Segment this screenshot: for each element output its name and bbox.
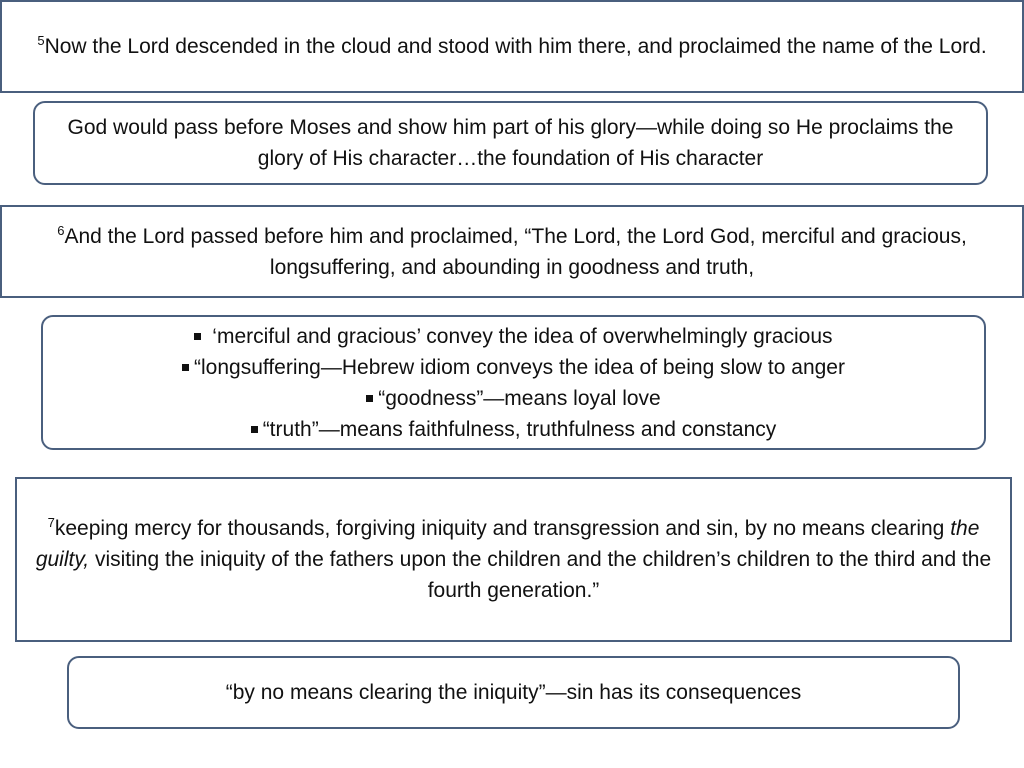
bullet-item xyxy=(182,383,845,414)
commentary-2-list xyxy=(172,321,855,445)
verse-7-box xyxy=(15,477,1012,642)
commentary-1-text: God would pass before Moses and show him part of his glory—while doing so He proclaims the glory of His character…the foundation of His character xyxy=(67,116,954,170)
square-bullet-icon xyxy=(366,395,373,402)
verse-5-number: 5 xyxy=(37,33,45,48)
commentary-box-1 xyxy=(33,101,988,185)
bullet-text: ‘merciful and gracious’ convey the idea of overwhelmingly gracious xyxy=(206,324,833,348)
verse-7-text-block xyxy=(17,513,1010,606)
bullet-item xyxy=(182,352,845,383)
bullet-item xyxy=(182,321,845,352)
square-bullet-icon xyxy=(182,364,189,371)
verse-5-box xyxy=(0,0,1024,93)
verse-6-box xyxy=(0,205,1024,298)
verse-5-text: Now the Lord descended in the cloud and stood with him there, and proclaimed the name of the Lord. xyxy=(44,35,987,58)
verse-6-text-block xyxy=(2,221,1022,283)
bullet-text: “truth”—means faithfulness, truthfulness and constancy xyxy=(262,417,777,441)
commentary-box-2 xyxy=(41,315,986,450)
verse-7-italic-text: the guilty, xyxy=(35,517,980,571)
square-bullet-icon xyxy=(251,426,258,433)
square-bullet-icon xyxy=(194,333,201,340)
bullet-text: “goodness”—means loyal love xyxy=(378,386,661,410)
bullet-text: “longsuffering—Hebrew idiom conveys the idea of being slow to anger xyxy=(194,355,845,379)
verse-7-number: 7 xyxy=(47,515,55,530)
verse-5-text-block xyxy=(27,31,996,62)
bullet-item xyxy=(182,414,845,445)
commentary-box-3 xyxy=(67,656,960,729)
commentary-3-text: “by no means clearing the iniquity”—sin has its consequences xyxy=(225,681,802,704)
verse-6-text: And the Lord passed before him and proclaimed, “The Lord, the Lord God, merciful and gracious, longsuffering, and abounding in goodness and truth, xyxy=(64,224,967,279)
verse-6-number: 6 xyxy=(57,222,65,238)
verse-7-text-after: visiting the iniquity of the fathers upon the children and the children’s children to the third and the fourth generation.” xyxy=(89,548,992,602)
verse-7-text-before: keeping mercy for thousands, forgiving iniquity and transgression and sin, by no means clearing xyxy=(54,517,951,540)
